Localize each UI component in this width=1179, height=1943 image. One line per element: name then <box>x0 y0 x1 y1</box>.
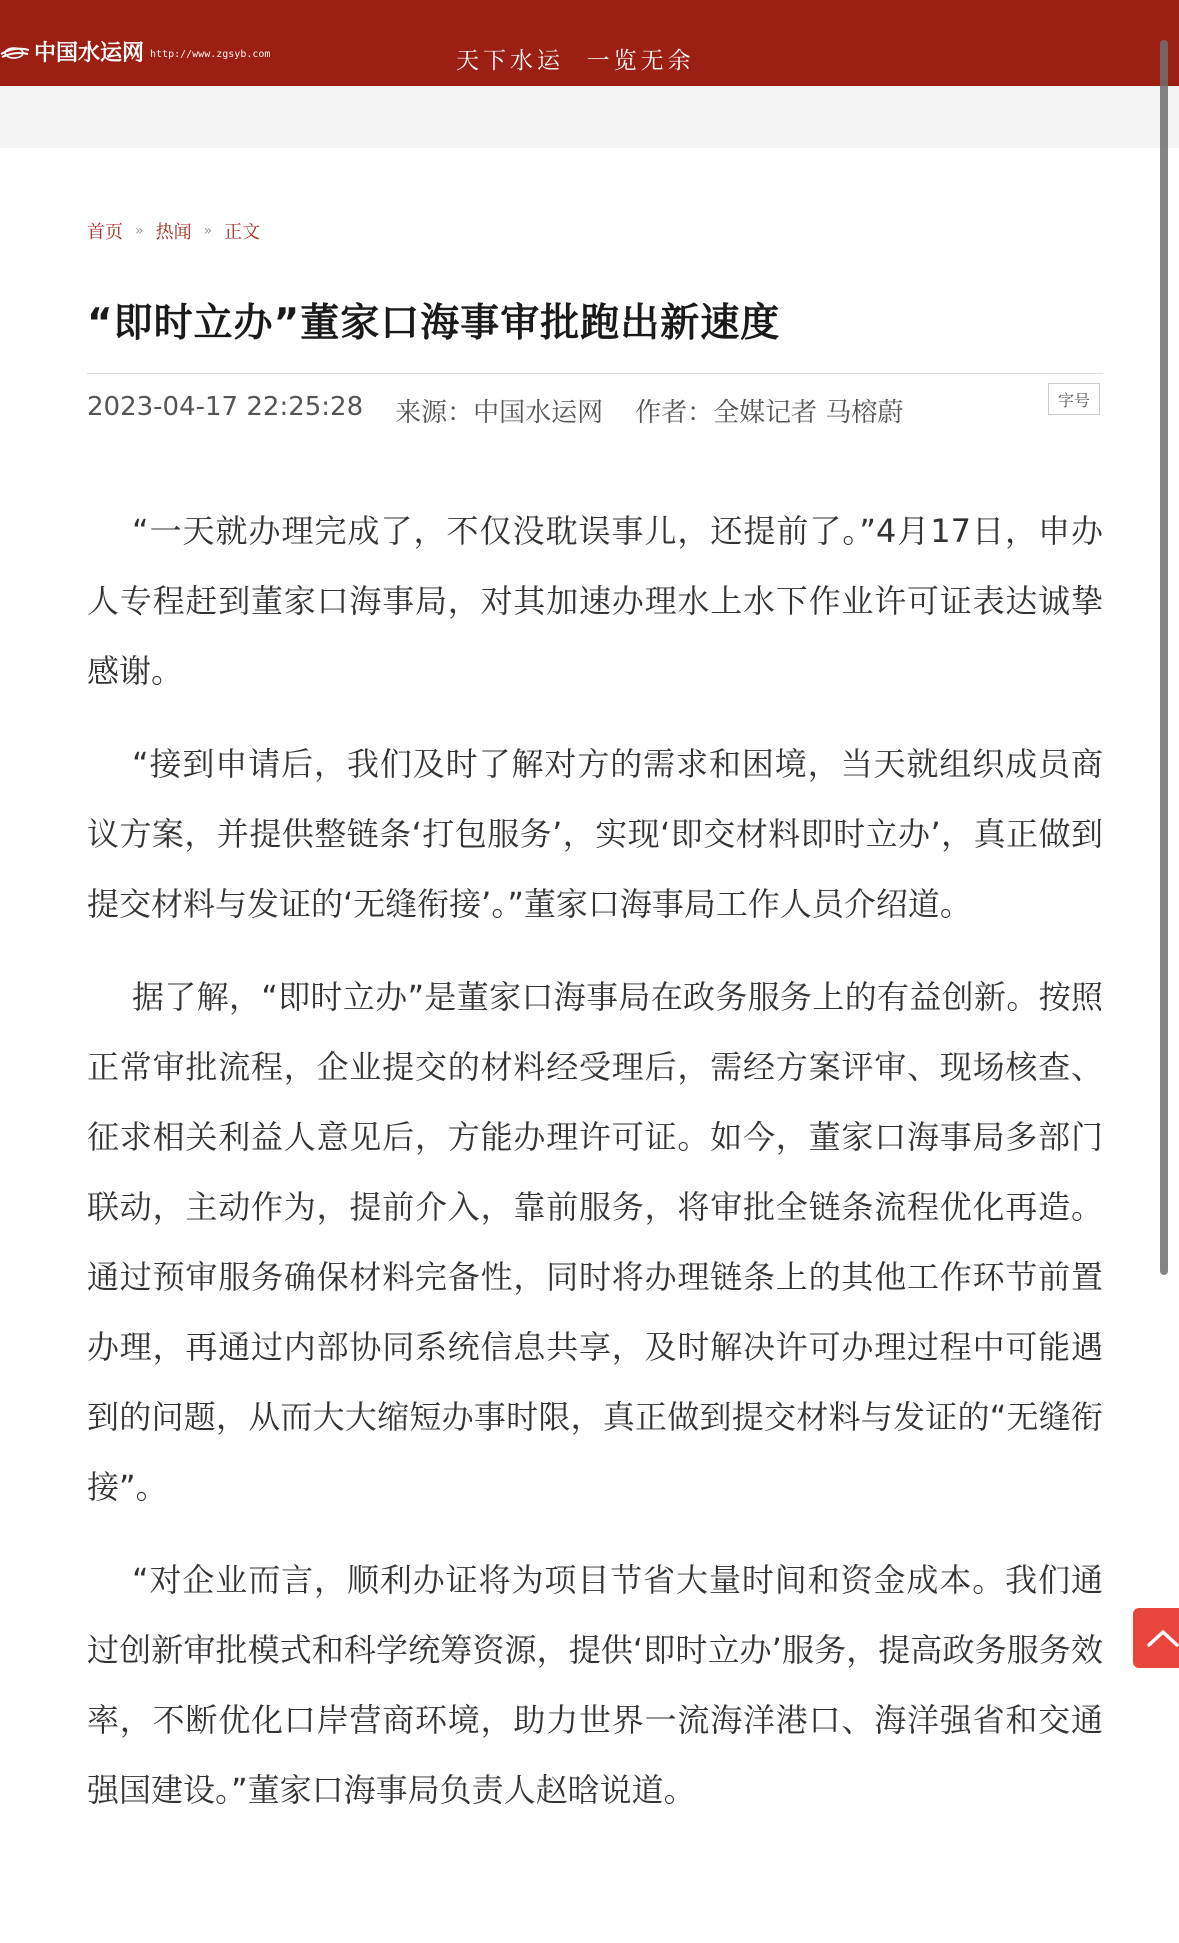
site-slogan: 天下水运 一览无余 <box>456 48 695 74</box>
site-logo[interactable] <box>0 36 270 67</box>
breadcrumb-separator: » <box>203 223 213 239</box>
breadcrumb-hot-news[interactable]: 热闻 <box>155 222 192 243</box>
breadcrumb <box>87 218 260 244</box>
chevron-up-icon <box>1146 1628 1179 1648</box>
font-size-button[interactable]: 字号 <box>1048 383 1100 415</box>
article-source: 来源：中国水运网 <box>395 398 604 428</box>
article-paragraph: “接到申请后，我们及时了解对方的需求和困境，当天就组织成员商议方案，并提供整链条‘打包服务’，实现‘即交材料即时立办’，真正做到提交材料与发证的‘无缝衔接’。”董家口海事局工作人员介绍道。 <box>87 745 1103 923</box>
article-author: 作者：全媒记者 马榕蔚 <box>635 398 904 428</box>
article-paragraph: “一天就办理完成了，不仅没耽误事儿，还提前了。”4月17日，申办人专程赶到董家口海事局，对其加速办理水上水下作业许可证表达诚挚感谢。 <box>87 512 1103 690</box>
logo-url: http://www.zgsyb.com <box>150 49 271 60</box>
breadcrumb-article[interactable]: 正文 <box>224 222 261 243</box>
breadcrumb-separator: » <box>135 223 144 239</box>
logo-name: 中国水运网 <box>34 40 145 66</box>
article-datetime: 2023-04-17 22:25:28 <box>87 392 364 422</box>
article-body <box>87 496 1103 1848</box>
ship-logo-icon <box>0 42 30 62</box>
article-paragraph: 据了解，“即时立办”是董家口海事局在政务服务上的有益创新。按照正常审批流程，企业提交的材料经受理后，需经方案评审、现场核查、征求相关利益人意见后，方能办理许可证。如今，董家口海事局多部门联动，主动作为，提前介入，靠前服务，将审批全链条流程优化再造。通过预审服务确保材料完备性，同时将办理链条上的其他工作环节前置办理，再通过内部协同系统信息共享，及时解决许可办理过程中可能遇到的问题，从而大大缩短办事时限，真正做到提交材料与发证的“无缝衔接”。 <box>87 978 1103 1506</box>
article-paragraph: “对企业而言，顺利办证将为项目节省大量时间和资金成本。我们通过创新审批模式和科学统筹资源，提供‘即时立办’服务，提高政务服务效率，不断优化口岸营商环境，助力世界一流海洋港口、海洋强省和交通强国建设。”董家口海事局负责人赵晗说道。 <box>87 1561 1103 1809</box>
nav-strip <box>0 86 1179 148</box>
site-header <box>0 0 1179 86</box>
breadcrumb-home[interactable]: 首页 <box>87 222 123 243</box>
article-title: “即时立办”董家口海事审批跑出新速度 <box>87 301 781 346</box>
back-to-top-button[interactable] <box>1133 1608 1179 1668</box>
title-divider <box>87 373 1103 374</box>
article-meta <box>87 392 935 429</box>
scrollbar[interactable] <box>1160 40 1168 1275</box>
